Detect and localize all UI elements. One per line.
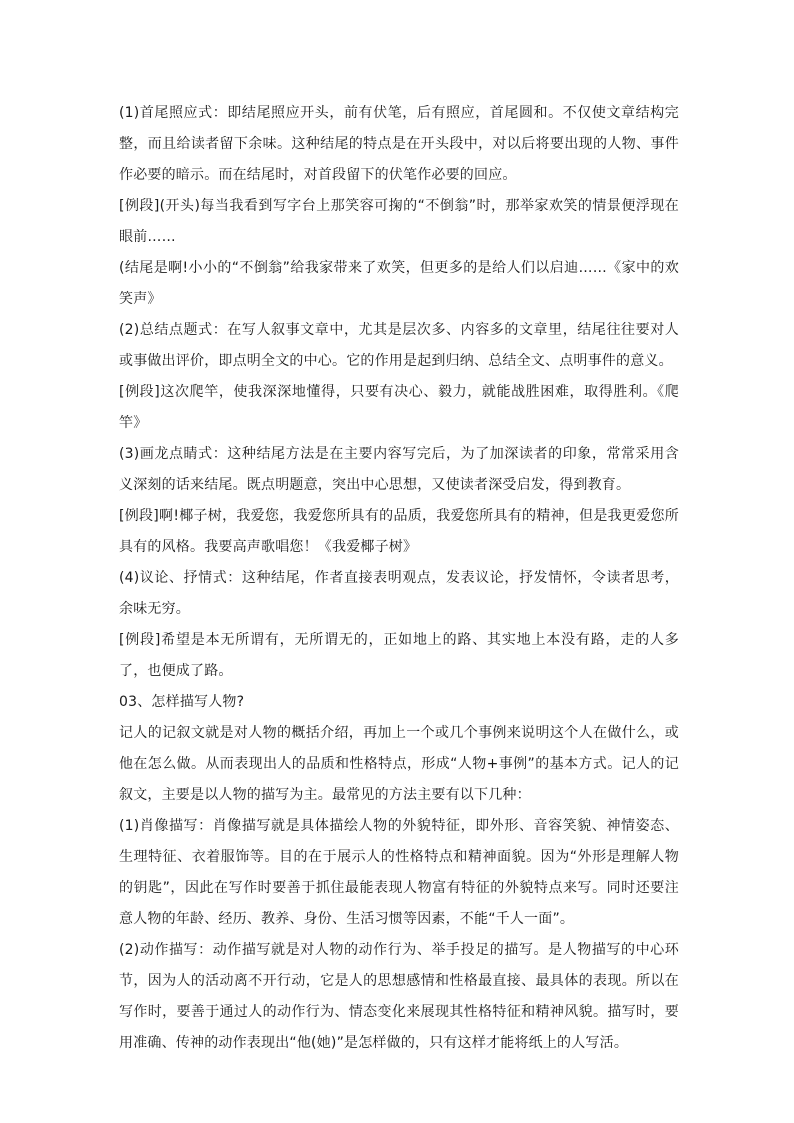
paragraph-example-coconut-tree: [例段]啊!椰子树，我爱您，我爱您所具有的品质，我爱您所具有的精神，但是我更爱您所具有的风格。我要高声歌唱您！《我爱椰子树》: [119, 508, 679, 555]
section-heading: 03、怎样描写人物?: [119, 694, 245, 710]
paragraph-finishing-touch: (3)画龙点睛式：这种结尾方法是在主要内容写完后，为了加深读者的印象，常常采用含义深刻的话来结尾。既点明题意，突出中心思想，又使读者深受启发，得到教育。: [119, 446, 679, 493]
document-page: [119, 98, 679, 1059]
paragraph-argument-lyric: (4)议论、抒情式：这种结尾，作者直接表明观点，发表议论，抒发情怀，令读者思考，余味无穷。: [119, 570, 679, 617]
paragraph-example-ending: (结尾是啊!小小的“不倒翁”给我家带来了欢笑，但更多的是给人们以启迪……《家中的欢笑声》: [119, 260, 679, 307]
paragraph-first-last-echo: (1)首尾照应式：即结尾照应开头，前有伏笔，后有照应，首尾圆和。不仅使文章结构完整，而且给读者留下余味。这种结尾的特点是在开头段中，对以后将要出现的人物、事件作必要的暗示。而在结尾时，对首段留下的伏笔作必要的回应。: [119, 105, 679, 183]
paragraph-portrait-description: (1)肖像描写：肖像描写就是具体描绘人物的外貌特征，即外形、音容笑貌、神情姿态、生理特征、衣着服饰等。目的在于展示人的性格特点和精神面貌。因为“外形是理解人物的钥匙”，因此在写作时要善于抓住最能表现人物富有特征的外貌特点来写。同时还要注意人物的年龄、经历、教养、身份、生活习惯等因素，不能“千人一面”。: [119, 818, 679, 927]
paragraph-example-pole-climbing: [例段]这次爬竿，使我深深地懂得，只要有决心、毅力，就能战胜困难，取得胜利。《爬竿》: [119, 384, 679, 431]
paragraph-example-opening: [例段](开头)每当我看到写字台上那笑容可掬的“不倒翁”时，那举家欢笑的情景便浮现在眼前……: [119, 198, 679, 245]
paragraph-summary-theme: (2)总结点题式：在写人叙事文章中，尤其是层次多、内容多的文章里，结尾往往要对人或事做出评价，即点明全文的中心。它的作用是起到归纳、总结全文、点明事件的意义。: [119, 322, 679, 369]
paragraph-action-description: (2)动作描写：动作描写就是对人物的动作行为、举手投足的描写。是人物描写的中心环节，因为人的活动离不开行动，它是人的思想感情和性格最直接、最具体的表现。所以在写作时，要善于通过人的动作行为、情态变化来展现其性格特征和精神风貌。描写时，要用准确、传神的动作表现出“他(她)”是怎样做的，只有这样才能将纸上的人写活。: [119, 942, 679, 1051]
paragraph-intro-character-writing: 记人的记叙文就是对人物的概括介绍，再加上一个或几个事例来说明这个人在做什么，或他在怎么做。从而表现出人的品质和性格特点，形成“人物+事例”的基本方式。记人的记叙文，主要是以人物的描写为主。最常见的方法主要有以下几种：: [119, 725, 679, 803]
paragraph-example-hope: [例段]希望是本无所谓有，无所谓无的，正如地上的路、其实地上本没有路，走的人多了，也便成了路。: [119, 632, 679, 679]
